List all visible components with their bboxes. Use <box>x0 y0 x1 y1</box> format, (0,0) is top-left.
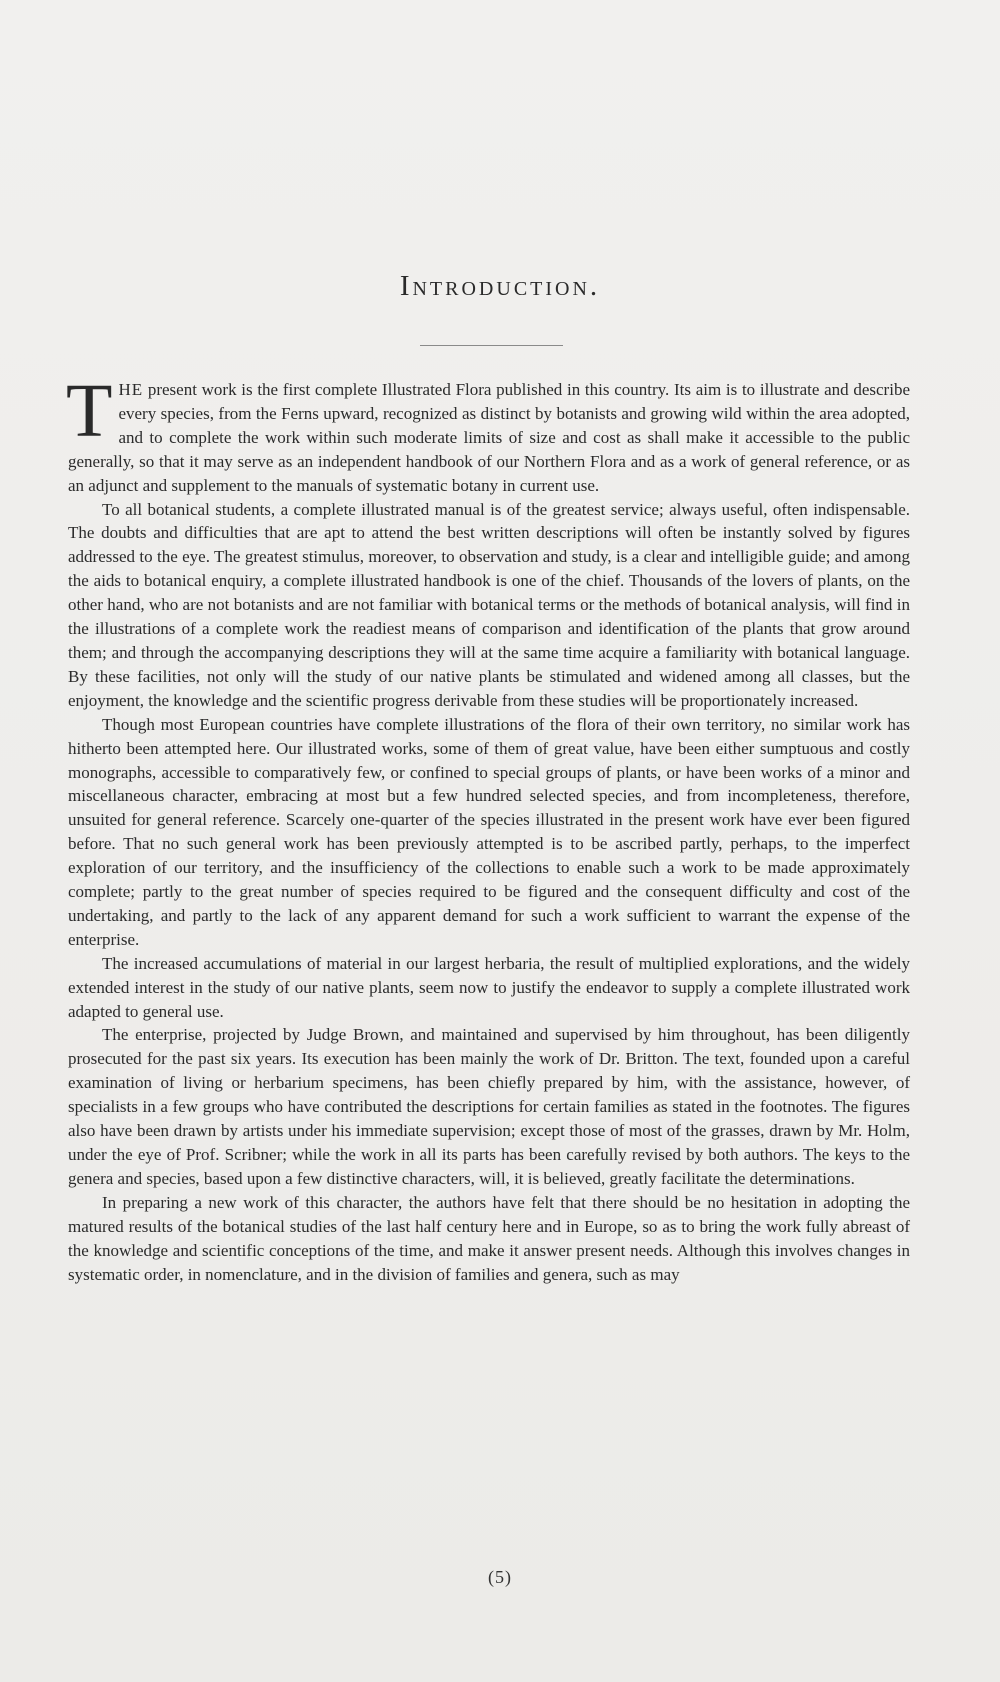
introduction-body <box>66 369 910 1286</box>
paragraph-2: To all botanical students, a complete illustrated manual is of the greatest service; always useful, often indispensable. The doubts and difficulties that are apt to attend the best written descriptions will often be instantly solved by figures addressed to the eye. The greatest stimulus, moreover, to observation and study, is a clear and intelligible guide; and among the aids to botanical enquiry, a complete illustrated handbook is one of the chief. Thousands of the lovers of plants, on the other hand, who are not botanists and are not familiar with botanical terms or the methods of botanical analysis, will find in the illustrations of a complete work the readiest means of comparison and identification of the plants that grow around them; and through the accompanying descriptions they will at the same time acquire a familiarity with botanical language. By these facilities, not only will the study of our native plants be stimulated and widened among all classes, but the enjoyment, the knowledge and the scientific progress derivable from these studies will be proportionately increased. <box>68 499 910 710</box>
paragraph-1 <box>66 369 910 498</box>
lead-in: HE <box>118 380 144 399</box>
page-number: (5) <box>488 1567 512 1587</box>
paragraph-5: The enterprise, projected by Judge Brown, and maintained and supervised by him throughout, has been diligently prosecuted for the past six years. Its execution has been mainly the work of Dr. Britton. The text, founded upon a careful examination of living or herbarium specimens, has been chiefly prepared by him, with the assistance, however, of specialists in a few groups who have contributed the descriptions for certain families as stated in the footnotes. The figures also have been drawn by artists under his immediate supervision; except those of most of the grasses, drawn by Mr. Holm, under the eye of Prof. Scribner; while the work in all its parts has been carefully revised by both authors. The keys to the genera and species, based upon a few distinctive characters, will, it is believed, greatly facilitate the determinations. <box>68 1025 910 1188</box>
paragraph-3: Though most European countries have complete illustrations of the flora of their own territory, no similar work has hitherto been attempted here. Our illustrated works, some of them of great value, have been either sumptuous and costly monographs, accessible to comparatively few, or confined to special groups of plants, or have been works of a minor and miscellaneous character, embracing at most but a few hundred selected species, and from incompleteness, therefore, unsuited for general reference. Scarcely one-quarter of the species illustrated in the present work have ever been figured before. That no such general work has been previously attempted is to be ascribed partly, perhaps, to the imperfect exploration of our territory, and the insufficiency of the collections to enable such a work to be made approximately complete; partly to the great number of species required to be figured and the consequent difficulty and cost of the undertaking, and partly to the lack of any apparent demand for such a work sufficient to warrant the expense of the enterprise. <box>68 714 910 949</box>
title-divider <box>420 345 563 346</box>
paragraph-4: The increased accumulations of material in our largest herbaria, the result of multiplied explorations, and the widely extended interest in the study of our native plants, seem now to justify the endeavor to supply a complete illustrated work adapted to general use. <box>68 953 910 1021</box>
paragraph-1-text: present work is the first complete Illustrated Flora published in this country. Its aim is to illustrate and describe every species, from the Ferns upward, recognized as distinct by botanists and growing wild within the area adopted, and to complete the work within such moderate limits of size and cost as shall make it accessible to the public generally, so that it may serve as an independent handbook of our Northern Flora and as a work of general reference, or as an adjunct and supplement to the manuals of systematic botany in current use. <box>68 380 910 495</box>
drop-cap: T <box>66 369 113 453</box>
paragraph-6: In preparing a new work of this character, the authors have felt that there should be no hesitation in adopting the matured results of the botanical studies of the last half century here and in Europe, so as to bring the work fully abreast of the knowledge and scientific conceptions of the time, and make it answer present needs. Although this involves changes in systematic order, in nomenclature, and in the division of families and genera, such as may <box>68 1192 910 1284</box>
page-title: Introduction. <box>399 270 601 302</box>
